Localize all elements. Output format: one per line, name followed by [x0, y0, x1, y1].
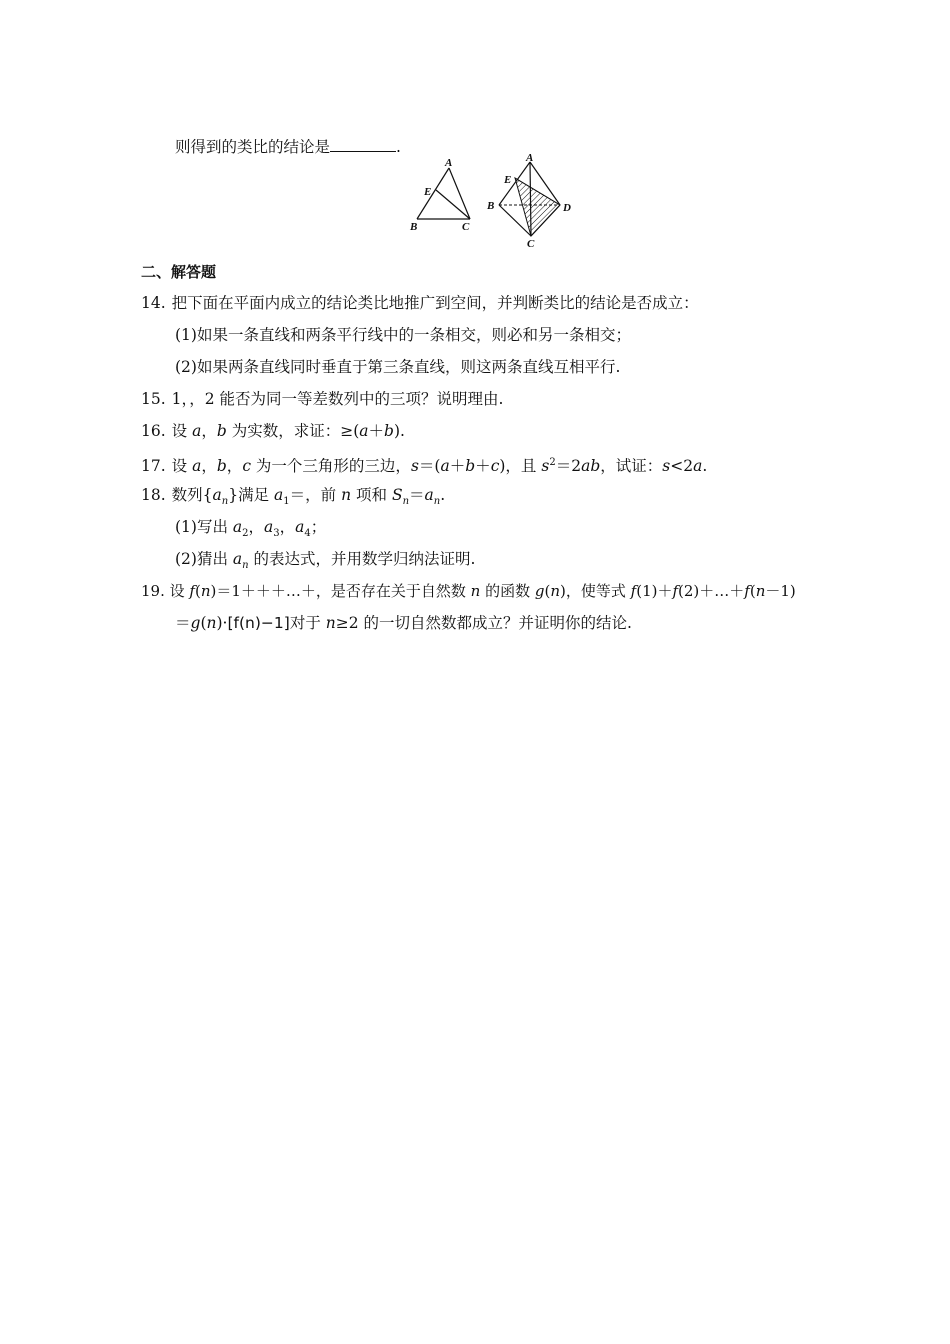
question-19-line-2 — [175, 613, 632, 633]
triangle-label-e: E — [424, 186, 432, 198]
tetra-label-a: A — [526, 152, 534, 164]
answer-blank — [330, 137, 396, 152]
question-number: 17. — [141, 457, 166, 476]
question-18-part-2 — [175, 549, 475, 576]
math-var: n — [200, 582, 211, 600]
text-run: ＋ — [475, 457, 491, 476]
section-heading: 二、解答题 — [141, 263, 217, 281]
text-run: ， — [226, 457, 243, 476]
triangle-label-a: A — [445, 157, 453, 169]
subscript: 3 — [273, 528, 280, 540]
subscript: n — [433, 496, 441, 508]
question-18-part-1 — [175, 517, 326, 544]
question-14-part-1: (1)如果一条直线和两条平行线中的一条相交，则必和另一条相交； — [175, 326, 631, 344]
text-run: 的函数 — [480, 582, 535, 600]
math-var: f — [672, 582, 679, 600]
math-var: n — [325, 614, 336, 632]
text-run: 对于 — [289, 614, 326, 632]
triangle-edge-ab — [417, 168, 449, 219]
text-run: ). — [393, 422, 405, 440]
text-run: 项和 — [351, 486, 392, 504]
question-text: 把下面在平面内成立的结论类比地推广到空间，并判断类比的结论是否成立： — [171, 294, 699, 312]
text-run: 设 — [171, 422, 193, 440]
text-run: ， — [248, 518, 265, 536]
math-var: S — [391, 486, 403, 504]
math-var: c — [242, 457, 251, 476]
math-var: a — [295, 518, 305, 536]
text-run: . — [440, 486, 446, 504]
text-run: <2 — [670, 457, 694, 476]
math-var: a — [359, 422, 369, 440]
text-run: ( — [544, 582, 551, 600]
question-number: 18. — [141, 486, 166, 504]
math-var: a — [693, 457, 703, 476]
question-number: 15. — [141, 390, 166, 408]
question-18 — [141, 485, 445, 512]
text-run: ＝，前 — [289, 486, 342, 504]
text-run: ( — [749, 582, 756, 600]
text-run: )，且 — [499, 457, 542, 476]
text-run: ＝ — [409, 486, 425, 504]
text-run: ＋ — [449, 457, 466, 476]
subscript: n — [221, 496, 229, 508]
math-var: a — [274, 486, 284, 504]
subscript: 4 — [304, 528, 311, 540]
question-text: 1，，2 能否为同一等差数列中的三项？说明理由. — [171, 390, 504, 408]
math-var: c — [490, 457, 500, 476]
tetra-label-c: C — [527, 238, 535, 250]
math-var: b — [465, 457, 476, 476]
subscript: n — [402, 496, 410, 508]
question-14 — [141, 293, 699, 313]
tetra-label-d: D — [563, 202, 571, 214]
text-run: ＝2 — [555, 457, 582, 476]
text-run: (1)写出 — [175, 518, 233, 536]
question-17 — [141, 453, 707, 476]
math-var: a — [212, 486, 222, 504]
math-var: a — [424, 486, 434, 504]
math-var: g — [534, 582, 545, 600]
text-run: ＝( — [418, 457, 441, 476]
text-run: ( — [194, 582, 201, 600]
text-run: ( — [200, 614, 207, 632]
math-var: a — [192, 457, 202, 476]
question-16 — [141, 421, 405, 441]
math-expression: [f(n)−1] — [227, 614, 290, 632]
tetrahedron-figure — [486, 152, 571, 250]
text-run: (2)＋…＋ — [678, 582, 745, 600]
triangle-segment-ce — [436, 190, 470, 219]
math-var: n — [470, 582, 481, 600]
triangle-figure — [409, 157, 470, 233]
question-number: 14. — [141, 294, 166, 312]
text-run: (1)＋ — [636, 582, 673, 600]
intro-text: 则得到的类比的结论是 — [175, 138, 331, 156]
question-14-part-2: (2)如果两条直线同时垂直于第三条直线，则这两条直线互相平行. — [175, 358, 621, 376]
math-var: n — [550, 582, 561, 600]
triangle-label-c: C — [462, 221, 470, 233]
math-var: g — [190, 614, 201, 632]
math-var: n — [755, 582, 766, 600]
question-number: 16. — [141, 422, 166, 440]
math-var: a — [232, 550, 243, 568]
text-run: (2)猜出 — [175, 550, 233, 568]
text-run: ， — [201, 457, 217, 476]
intro-end: . — [396, 138, 401, 156]
text-run: ， — [279, 518, 296, 536]
question-19 — [141, 581, 796, 601]
text-run: }满足 — [228, 486, 275, 504]
math-var: f — [744, 582, 750, 600]
text-run: ≥2 的一切自然数都成立？并证明你的结论. — [335, 614, 632, 632]
subscript: n — [242, 560, 249, 572]
text-run: 为一个三角形的三边， — [251, 457, 411, 476]
text-run: ； — [310, 518, 327, 536]
text-run: . — [702, 457, 708, 476]
text-run: )，使等式 — [560, 582, 631, 600]
triangle-label-b: B — [410, 221, 418, 233]
math-var: a — [440, 457, 450, 476]
math-var: s — [662, 457, 671, 476]
math-var: ab — [581, 457, 601, 476]
text-run: ＝ — [175, 614, 191, 632]
question-15 — [141, 389, 504, 409]
math-var: s — [541, 457, 550, 476]
text-run: 为实数，求证：≥( — [226, 422, 360, 440]
text-run: )＝1＋＋＋…＋，是否存在关于自然数 — [210, 582, 471, 600]
geometry-figure — [400, 152, 585, 252]
math-var: f — [630, 582, 637, 600]
superscript: 2 — [549, 457, 556, 468]
tetra-label-e: E — [504, 174, 512, 186]
math-var: a — [264, 518, 274, 536]
math-var: b — [216, 457, 227, 476]
math-var: n — [206, 614, 217, 632]
text-run: )· — [216, 614, 228, 632]
text-run: 数列{ — [171, 486, 213, 504]
subscript: 2 — [242, 528, 249, 540]
text-run: ， — [201, 422, 217, 440]
math-var: a — [192, 422, 202, 440]
text-run: 的表达式，并用数学归纳法证明. — [248, 550, 476, 568]
text-run: ，试证： — [600, 457, 663, 476]
math-var: n — [341, 486, 352, 504]
text-run: －1) — [765, 582, 796, 600]
tetra-label-b: B — [487, 200, 495, 212]
question-number: 19. — [141, 582, 165, 600]
math-var: a — [232, 518, 243, 536]
math-var: b — [384, 422, 394, 440]
math-var: s — [410, 457, 419, 476]
subscript: 1 — [283, 496, 290, 508]
text-run: 设 — [164, 582, 190, 600]
intro-line — [175, 137, 401, 157]
math-var: f — [189, 582, 195, 600]
text-run: ＋ — [368, 422, 385, 440]
text-run: 设 — [171, 457, 193, 476]
math-var: b — [216, 422, 227, 440]
triangle-edge-ac — [449, 168, 470, 219]
